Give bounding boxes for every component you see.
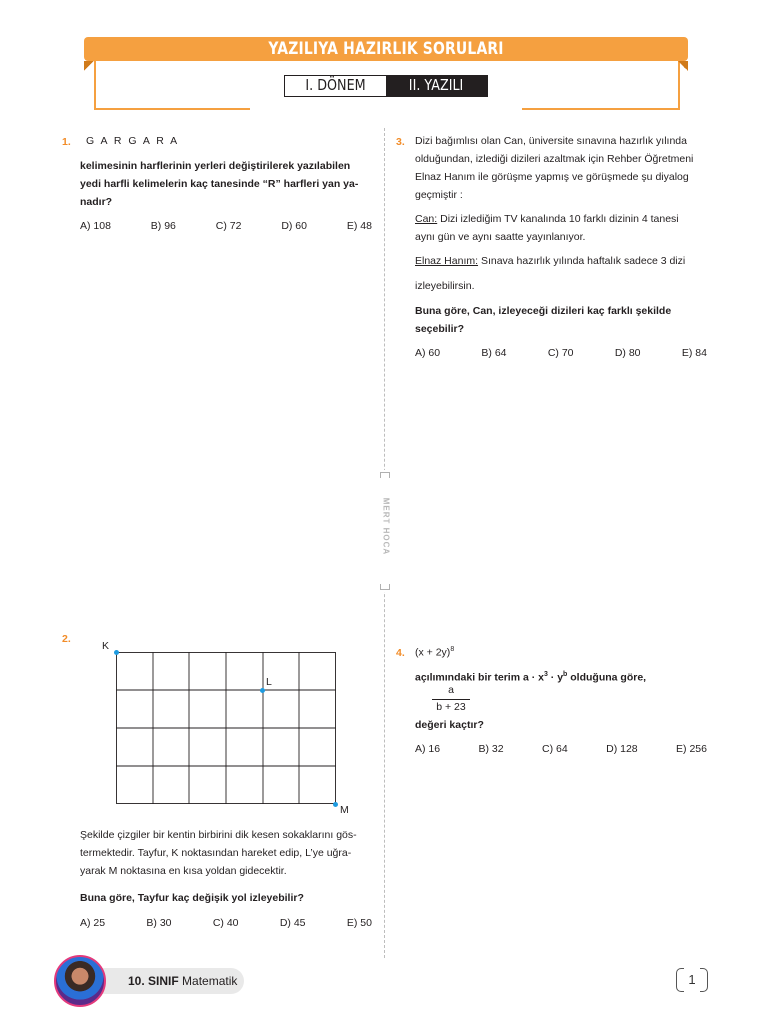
footer-grade: 10. SINIF	[128, 974, 179, 988]
q1-option-c[interactable]: C) 72	[215, 220, 242, 232]
q1-text-line1: kelimesinin harflerinin yerleri değiştirilerek yazılabilen	[80, 160, 351, 172]
q3-elnaz-line2: izleyebilirsin.	[415, 280, 475, 292]
point-m	[333, 802, 338, 807]
label-k: K	[102, 640, 110, 652]
q1-option-b[interactable]: B) 96	[150, 220, 176, 232]
q1-number: 1.	[62, 136, 71, 148]
q2-option-a[interactable]: A) 25	[80, 917, 106, 929]
q4-expr-exponent: 8	[450, 646, 455, 653]
q4-option-c[interactable]: C) 64	[542, 743, 568, 755]
q2-text-line1: Şekilde çizgiler bir kentin birbirini dik kesen sokaklarını gös-	[80, 829, 357, 841]
q3-option-c[interactable]: C) 70	[547, 347, 574, 359]
q1-word: G A R G A R A	[86, 135, 180, 147]
q4-option-b[interactable]: B) 32	[478, 743, 504, 755]
q2-question: Buna göre, Tayfur kaç değişik yol izleyebilir?	[80, 892, 304, 904]
q4-l1-a: açılımındaki bir terim a · x	[415, 671, 544, 684]
q1-options	[80, 220, 372, 232]
point-k	[114, 650, 119, 655]
q4-l1-c: olduğuna göre,	[567, 671, 647, 684]
q1-option-d[interactable]: D) 60	[281, 220, 307, 232]
q4-number: 4.	[396, 647, 405, 659]
label-m: M	[340, 804, 349, 816]
q3-elnaz-text: Sınava hazırlık yılında haftalık sadece 3 dizi	[478, 255, 686, 267]
header-frame-left	[94, 61, 96, 110]
q3-option-d[interactable]: D) 80	[614, 347, 641, 359]
q2-number: 2.	[62, 633, 71, 645]
q3-can-text: Dizi izlediğim TV kanalında 10 farklı dizinin 4 tanesi	[437, 213, 679, 225]
q3-option-b[interactable]: B) 64	[481, 347, 507, 359]
q4-fraction-denominator: b + 23	[436, 701, 466, 713]
header-underline-right	[522, 108, 680, 110]
q2-option-c[interactable]: C) 40	[212, 917, 239, 929]
q4-fraction-bar	[432, 699, 470, 700]
q4-fraction-numerator: a	[448, 684, 454, 696]
q3-option-a[interactable]: A) 60	[415, 347, 441, 359]
label-l: L	[266, 676, 272, 688]
author-avatar	[54, 955, 106, 1007]
side-bracket-top	[380, 472, 390, 478]
q3-elnaz-line1	[415, 252, 707, 270]
q2-text-line3: yarak M noktasına en kısa yoldan gidecektir.	[80, 865, 287, 877]
q4-l1-b: · y	[547, 671, 564, 684]
q3-can-line2: aynı gün ve aynı saatte yayınlanıyor.	[415, 231, 586, 243]
q3-question-line1: Buna göre, Can, izleyeceği dizileri kaç farklı şekilde	[415, 305, 672, 317]
q4-text-line3: değeri kaçtır?	[415, 719, 484, 731]
q3-intro-line3: Elnaz Hanım ile görüşme yapmış ve görüşmede şu diyalog	[415, 171, 689, 183]
page-number: 1	[688, 972, 696, 987]
q4-expr-base: (x + 2y)	[415, 646, 451, 659]
q4-options	[415, 743, 707, 755]
q2-text-line2: termektedir. Tayfur, K noktasından hareket edip, L’ye uğra-	[80, 847, 352, 859]
point-l	[260, 688, 265, 693]
q2-option-b[interactable]: B) 30	[146, 917, 172, 929]
q4-option-e[interactable]: E) 256	[676, 743, 707, 755]
q2-option-e[interactable]: E) 50	[346, 917, 372, 929]
q3-elnaz-label: Elnaz Hanım:	[415, 255, 479, 267]
footer-course	[128, 968, 237, 994]
tab-exam: II. YAZILI	[386, 76, 487, 96]
header-fold-left	[84, 61, 94, 71]
q4-expression	[415, 641, 454, 662]
q3-intro-line1: Dizi bağımlısı olan Can, üniversite sınavına hazırlık yılında	[415, 135, 687, 147]
q3-intro-line4: geçmiştir :	[415, 189, 463, 201]
q4-option-d[interactable]: D) 128	[606, 743, 638, 755]
term-tabs	[284, 75, 488, 97]
q1-text-line2: yedi harfli kelimelerin kaç tanesinde “R” harfleri yan ya-	[80, 178, 359, 190]
q3-intro-line2: olduğundan, izlediği dizileri azaltmak için Rehber Öğretmeni	[415, 153, 694, 165]
side-bracket-bottom	[380, 584, 390, 590]
street-grid	[116, 652, 336, 804]
q3-option-e[interactable]: E) 84	[681, 347, 707, 359]
q1-text-line3: nadır?	[80, 196, 113, 208]
q2-options	[80, 917, 372, 929]
page-title: YAZILIYA HAZIRLIK SORULARI	[268, 39, 504, 59]
side-label: MERT HOCA	[381, 497, 391, 556]
q1-option-a[interactable]: A) 108	[80, 220, 111, 232]
footer-subject: Matematik	[182, 974, 238, 988]
q1-option-e[interactable]: E) 48	[346, 220, 372, 232]
q4-l1-expb: b	[563, 671, 568, 678]
q4-l1-exp3: 3	[543, 671, 548, 678]
q4-option-a[interactable]: A) 16	[415, 743, 441, 755]
q3-options	[415, 347, 707, 359]
tab-term: I. DÖNEM	[285, 76, 386, 96]
header-fold-right	[678, 61, 688, 71]
q3-number: 3.	[396, 136, 405, 148]
q2-option-d[interactable]: D) 45	[279, 917, 306, 929]
header-underline-left	[94, 108, 250, 110]
q3-question-line2: seçebilir?	[415, 323, 465, 335]
q3-can-label: Can:	[415, 213, 438, 225]
q3-can-line1	[415, 210, 707, 228]
